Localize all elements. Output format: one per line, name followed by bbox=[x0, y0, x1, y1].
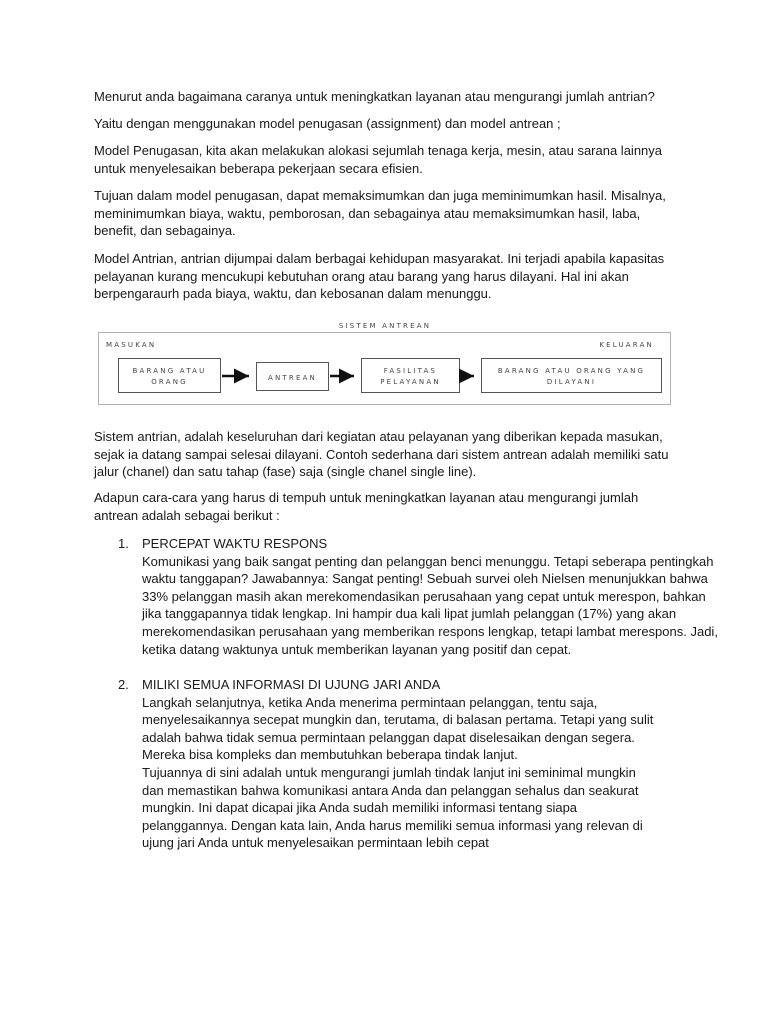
question-paragraph bbox=[94, 88, 694, 106]
list-title: MILIKI SEMUA INFORMASI DI UJUNG JARI ANDA bbox=[142, 677, 441, 692]
box-barang-atau-orang-yang-dilayani bbox=[482, 359, 662, 393]
adapun-paragraph bbox=[94, 489, 694, 524]
box-text: DILAYANI bbox=[546, 378, 597, 386]
diagram-title: SISTEM ANTREAN bbox=[338, 322, 432, 330]
list-number: 2. bbox=[118, 677, 129, 692]
box-barang-atau-orang bbox=[119, 359, 221, 393]
text-line: menyelesaikannya secepat mungkin dan, terutama, di balasan pertama. Tetapi yang sulit bbox=[142, 712, 654, 728]
text-line: antrean adalah sebagai berikut : bbox=[94, 507, 280, 523]
answer-paragraph bbox=[94, 115, 694, 133]
text-line: Mereka bisa kompleks dan membutuhkan beberapa tindak lanjut. bbox=[142, 747, 518, 763]
box-text: BARANG ATAU bbox=[132, 367, 207, 375]
sistem-paragraph bbox=[94, 428, 694, 481]
text-line: berpengaraurh pada biaya, waktu, dan kebosanan dalam menunggu. bbox=[94, 286, 492, 302]
list-number: 1. bbox=[118, 536, 129, 551]
text-line: jika tanggapannya tidak lengkap. Ini hampir dua kali lipat jumlah pelanggan (17%) yang akan bbox=[142, 606, 677, 622]
tujuan-paragraph bbox=[94, 187, 694, 240]
text-line: ketika datang waktunya untuk memberikan layanan yang positif dan cepat. bbox=[142, 641, 572, 657]
text-line: meminimumkan biaya, waktu, pemborosan, dan sebagainya atau memaksimumkan hasil, laba, bbox=[94, 205, 641, 221]
box-text: FASILITAS bbox=[383, 367, 438, 375]
text-line: Tujuannya di sini adalah untuk mengurangi jumlah tindak lanjut ini seminimal mungkin bbox=[142, 764, 636, 780]
text-line: 33% pelanggan masih akan merekomendasikan perusahaan yang cepat untuk merespon, bahkan bbox=[142, 588, 706, 604]
diagram-output-label: KELUARAN bbox=[599, 341, 654, 349]
text-line: sejak ia datang sampai selesai dilayani. Contoh sederhana dari sistem antrean adalah memiliki satu bbox=[94, 446, 669, 462]
text-line: Tujuan dalam model penugasan, dapat memaksimumkan dan juga meminimumkan hasil. Misalnya, bbox=[94, 188, 666, 203]
text-line: mungkin. Ini dapat dicapai jika Anda sudah memiliki informasi tentang siapa bbox=[142, 800, 578, 816]
diagram-input-label: MASUKAN bbox=[106, 341, 157, 349]
text-line: Adapun cara-cara yang harus di tempuh untuk meningkatkan layanan atau mengurangi jumlah bbox=[94, 490, 639, 505]
text-line: adalah bahwa tidak semua permintaan pelanggan dapat diselesaikan dengan segera. bbox=[142, 729, 635, 745]
text-line: jalur (chanel) dan satu tahap (fase) saja (single chanel single line). bbox=[94, 464, 477, 480]
text-line: Model Penugasan, kita akan melakukan alokasi sejumlah tenaga kerja, mesin, atau sarana lainnya bbox=[94, 143, 663, 158]
box-text: BARANG ATAU ORANG YANG bbox=[497, 367, 646, 375]
question-text: Menurut anda bagaimana caranya untuk meningkatkan layanan atau mengurangi jumlah antrian? bbox=[94, 89, 655, 104]
penugasan-paragraph bbox=[94, 142, 694, 177]
text-line: Langkah selanjutnya, ketika Anda menerima permintaan pelanggan, tentu saja, bbox=[142, 694, 598, 710]
text-line: dan memastikan bahwa komunikasi antara Anda dan pelanggan sehalus dan seakurat bbox=[142, 782, 639, 798]
box-text: ORANG bbox=[151, 378, 188, 386]
list-body bbox=[142, 535, 732, 658]
text-line: merekomendasikan perusahaan yang memberikan respons lengkap, tetapi lambat merespons. Jadi, bbox=[142, 623, 718, 639]
box-text: PELAYANAN bbox=[380, 378, 441, 386]
text-line: pelayanan kurang mencukupi kebutuhan orang atau barang yang harus dilayani. Hal ini akan bbox=[94, 268, 629, 284]
queue-system-diagram bbox=[98, 318, 672, 410]
list-title: PERCEPAT WAKTU RESPONS bbox=[142, 536, 328, 551]
text-line: Sistem antrian, adalah keseluruhan dari kegiatan atau pelayanan yang diberikan kepada masukan, bbox=[94, 429, 663, 444]
text-line: pelanggannya. Dengan kata lain, Anda harus memiliki semua informasi yang relevan di bbox=[142, 817, 643, 833]
text-line: Model Antrian, antrian dijumpai dalam berbagai kehidupan masyarakat. Ini terjadi apabila kapasitas bbox=[94, 251, 665, 266]
text-line: benefit, dan sebagainya. bbox=[94, 223, 236, 239]
text-line: Komunikasi yang baik sangat penting dan pelanggan benci menunggu. Tetapi seberapa pentingkah bbox=[142, 553, 714, 569]
box-text: ANTREAN bbox=[267, 374, 318, 382]
text-line: untuk menyelesaikan beberapa pekerjaan secara efisien. bbox=[94, 160, 423, 176]
antrian-paragraph bbox=[94, 250, 694, 303]
text-line: waktu tanggapan? Jawabannya: Sangat penting! Sebuah survei oleh Nielsen menunjukkan bahwa bbox=[142, 571, 708, 587]
list-body bbox=[142, 676, 732, 852]
text-line: ujung jari Anda untuk menyelesaikan permintaan lebih cepat bbox=[142, 835, 489, 851]
answer-text: Yaitu dengan menggunakan model penugasan (assignment) dan model antrean ; bbox=[94, 116, 561, 131]
box-fasilitas-pelayanan bbox=[362, 359, 460, 393]
